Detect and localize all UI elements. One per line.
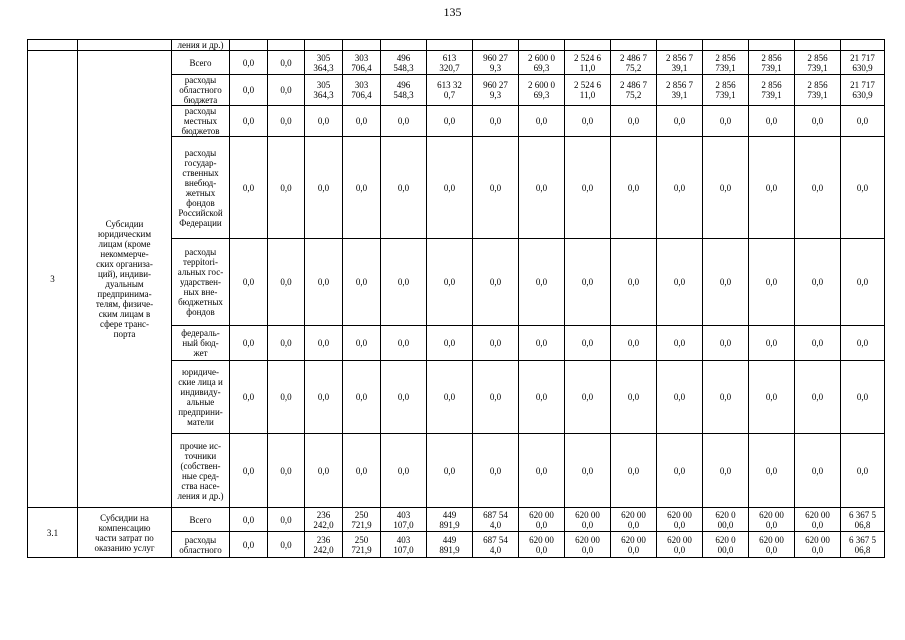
value-cell: 2 600 0 69,3: [519, 75, 565, 106]
value-cell: 0,0: [703, 137, 749, 239]
value-cell: 0,0: [611, 326, 657, 361]
value-cell: 0,0: [703, 326, 749, 361]
value-cell: 305 364,3: [305, 75, 343, 106]
value-cell: 620 00 0,0: [519, 508, 565, 532]
value-cell: 0,0: [343, 137, 381, 239]
value-cell: 0,0: [305, 361, 343, 434]
value-cell: 0,0: [749, 361, 795, 434]
value-cell: 403 107,0: [381, 508, 427, 532]
value-cell: 0,0: [703, 106, 749, 137]
funding-source-cell: расходы государ- ственных внебюд- жетных фондов Российской Федерации: [172, 137, 230, 239]
value-cell: 0,0: [703, 239, 749, 326]
value-cell: 2 856 739,1: [795, 75, 841, 106]
value-cell: [230, 40, 268, 51]
value-cell: 0,0: [230, 532, 268, 558]
value-cell: 496 548,3: [381, 51, 427, 75]
value-cell: 0,0: [473, 106, 519, 137]
value-cell: 0,0: [473, 239, 519, 326]
value-cell: 0,0: [703, 434, 749, 508]
value-cell: 620 00 0,0: [657, 508, 703, 532]
value-cell: [611, 40, 657, 51]
value-cell: 0,0: [268, 532, 305, 558]
value-cell: 0,0: [749, 239, 795, 326]
value-cell: 2 524 6 11,0: [565, 75, 611, 106]
value-cell: 0,0: [519, 361, 565, 434]
table-row: [28, 508, 885, 532]
value-cell: 403 107,0: [381, 532, 427, 558]
value-cell: [427, 40, 473, 51]
value-cell: 620 00 0,0: [611, 532, 657, 558]
value-cell: 0,0: [749, 137, 795, 239]
value-cell: 2 486 7 75,2: [611, 51, 657, 75]
value-cell: 0,0: [268, 239, 305, 326]
value-cell: [343, 40, 381, 51]
row-number-cell: [28, 40, 78, 51]
value-cell: 0,0: [749, 434, 795, 508]
value-cell: 613 32 0,7: [427, 75, 473, 106]
table-row: [28, 40, 885, 51]
value-cell: 620 00 0,0: [519, 532, 565, 558]
value-cell: 0,0: [230, 361, 268, 434]
value-cell: 0,0: [305, 434, 343, 508]
value-cell: 620 00 0,0: [565, 532, 611, 558]
value-cell: 0,0: [268, 137, 305, 239]
funding-source-cell: Всего: [172, 508, 230, 532]
value-cell: 0,0: [841, 361, 885, 434]
value-cell: 2 856 739,1: [795, 51, 841, 75]
value-cell: 613 320,7: [427, 51, 473, 75]
value-cell: 0,0: [268, 75, 305, 106]
value-cell: 0,0: [305, 239, 343, 326]
value-cell: 0,0: [427, 434, 473, 508]
value-cell: [519, 40, 565, 51]
value-cell: 0,0: [427, 326, 473, 361]
funding-source-cell: расходы областного: [172, 532, 230, 558]
value-cell: 2 600 0 69,3: [519, 51, 565, 75]
value-cell: 0,0: [657, 137, 703, 239]
value-cell: 0,0: [611, 361, 657, 434]
value-cell: [305, 40, 343, 51]
value-cell: 0,0: [519, 239, 565, 326]
value-cell: 0,0: [230, 51, 268, 75]
value-cell: 0,0: [657, 434, 703, 508]
value-cell: 449 891,9: [427, 508, 473, 532]
value-cell: 0,0: [230, 239, 268, 326]
value-cell: 0,0: [230, 106, 268, 137]
value-cell: 687 54 4,0: [473, 532, 519, 558]
value-cell: 0,0: [795, 326, 841, 361]
value-cell: 0,0: [381, 106, 427, 137]
value-cell: [381, 40, 427, 51]
funding-source-cell: ления и др.): [172, 40, 230, 51]
value-cell: [703, 40, 749, 51]
budget-table: [27, 39, 885, 558]
value-cell: 0,0: [343, 106, 381, 137]
value-cell: 0,0: [565, 361, 611, 434]
value-cell: 0,0: [611, 434, 657, 508]
value-cell: 0,0: [749, 326, 795, 361]
table-row: [28, 51, 885, 75]
value-cell: [473, 40, 519, 51]
value-cell: 0,0: [343, 239, 381, 326]
row-number-cell: 3: [28, 51, 78, 508]
value-cell: 0,0: [565, 106, 611, 137]
value-cell: 960 27 9,3: [473, 51, 519, 75]
value-cell: 620 00 0,0: [611, 508, 657, 532]
value-cell: 0,0: [519, 137, 565, 239]
value-cell: 2 856 7 39,1: [657, 75, 703, 106]
value-cell: 2 856 739,1: [703, 75, 749, 106]
value-cell: 620 00 0,0: [565, 508, 611, 532]
value-cell: 0,0: [565, 137, 611, 239]
value-cell: 0,0: [343, 326, 381, 361]
value-cell: 0,0: [657, 326, 703, 361]
value-cell: 0,0: [305, 106, 343, 137]
value-cell: 620 00 0,0: [749, 508, 795, 532]
value-cell: 0,0: [841, 106, 885, 137]
value-cell: 0,0: [519, 106, 565, 137]
value-cell: 303 706,4: [343, 51, 381, 75]
value-cell: 0,0: [230, 508, 268, 532]
value-cell: 0,0: [473, 434, 519, 508]
value-cell: 0,0: [473, 361, 519, 434]
value-cell: 0,0: [268, 106, 305, 137]
value-cell: 0,0: [519, 326, 565, 361]
row-number-cell: 3.1: [28, 508, 78, 558]
value-cell: 0,0: [795, 239, 841, 326]
value-cell: 0,0: [565, 434, 611, 508]
value-cell: 0,0: [611, 239, 657, 326]
value-cell: 0,0: [427, 106, 473, 137]
value-cell: 0,0: [230, 137, 268, 239]
funding-source-cell: прочие ис- точники (собствен- ные сред- ства насе- ления и др.): [172, 434, 230, 508]
table-body: [28, 40, 885, 558]
value-cell: 2 486 7 75,2: [611, 75, 657, 106]
value-cell: 0,0: [230, 434, 268, 508]
value-cell: 0,0: [657, 106, 703, 137]
value-cell: 0,0: [230, 326, 268, 361]
funding-source-cell: расходы террitori- альных гос- ударствен- ных вне- бюджетных фондов: [172, 239, 230, 326]
value-cell: 0,0: [565, 239, 611, 326]
value-cell: 0,0: [565, 326, 611, 361]
value-cell: 0,0: [841, 326, 885, 361]
value-cell: 2 856 739,1: [703, 51, 749, 75]
value-cell: [749, 40, 795, 51]
funding-source-cell: расходы местных бюджетов: [172, 106, 230, 137]
value-cell: 0,0: [381, 239, 427, 326]
value-cell: 496 548,3: [381, 75, 427, 106]
value-cell: 0,0: [268, 361, 305, 434]
value-cell: 0,0: [519, 434, 565, 508]
value-cell: 0,0: [381, 361, 427, 434]
value-cell: 0,0: [795, 106, 841, 137]
value-cell: [657, 40, 703, 51]
program-name-cell: Субсидии юридическим лицам (кроме некоммерче- ских организа- ций), индиви- дуальным предпринима- телям, физиче- ским лицам в сфере транс- порта: [78, 51, 172, 508]
value-cell: 0,0: [611, 137, 657, 239]
value-cell: 0,0: [473, 326, 519, 361]
value-cell: 2 856 739,1: [749, 51, 795, 75]
program-name-cell: Субсидии на компенсацию части затрат по оказанию услуг: [78, 508, 172, 558]
value-cell: 2 856 739,1: [749, 75, 795, 106]
value-cell: [268, 40, 305, 51]
value-cell: 236 242,0: [305, 508, 343, 532]
value-cell: 21 717 630,9: [841, 75, 885, 106]
value-cell: [565, 40, 611, 51]
value-cell: 620 0 00,0: [703, 508, 749, 532]
value-cell: 250 721,9: [343, 532, 381, 558]
value-cell: 0,0: [381, 434, 427, 508]
page-number: 135: [443, 5, 462, 19]
value-cell: 0,0: [343, 361, 381, 434]
value-cell: 0,0: [795, 434, 841, 508]
value-cell: 0,0: [795, 361, 841, 434]
value-cell: 0,0: [703, 361, 749, 434]
value-cell: 0,0: [305, 326, 343, 361]
value-cell: 2 856 7 39,1: [657, 51, 703, 75]
value-cell: 0,0: [427, 239, 473, 326]
value-cell: 236 242,0: [305, 532, 343, 558]
value-cell: 620 00 0,0: [795, 532, 841, 558]
value-cell: 305 364,3: [305, 51, 343, 75]
value-cell: 620 0 00,0: [703, 532, 749, 558]
value-cell: 0,0: [268, 326, 305, 361]
value-cell: 620 00 0,0: [795, 508, 841, 532]
value-cell: 0,0: [657, 361, 703, 434]
program-name-cell: [78, 40, 172, 51]
value-cell: 303 706,4: [343, 75, 381, 106]
value-cell: 0,0: [305, 137, 343, 239]
value-cell: 620 00 0,0: [749, 532, 795, 558]
value-cell: 0,0: [427, 361, 473, 434]
value-cell: 250 721,9: [343, 508, 381, 532]
value-cell: 687 54 4,0: [473, 508, 519, 532]
value-cell: 0,0: [795, 137, 841, 239]
value-cell: 0,0: [611, 106, 657, 137]
value-cell: [795, 40, 841, 51]
value-cell: 0,0: [381, 137, 427, 239]
value-cell: 0,0: [841, 137, 885, 239]
value-cell: 2 524 6 11,0: [565, 51, 611, 75]
value-cell: 0,0: [427, 137, 473, 239]
funding-source-cell: федераль- ный бюд- жет: [172, 326, 230, 361]
value-cell: 0,0: [268, 51, 305, 75]
value-cell: [841, 40, 885, 51]
funding-source-cell: юридиче- ские лица и индивиду- альные предприни- матели: [172, 361, 230, 434]
value-cell: 0,0: [343, 434, 381, 508]
value-cell: 6 367 5 06,8: [841, 508, 885, 532]
value-cell: 6 367 5 06,8: [841, 532, 885, 558]
value-cell: 0,0: [657, 239, 703, 326]
value-cell: 0,0: [841, 239, 885, 326]
value-cell: 0,0: [381, 326, 427, 361]
value-cell: 0,0: [749, 106, 795, 137]
value-cell: 21 717 630,9: [841, 51, 885, 75]
value-cell: 0,0: [473, 137, 519, 239]
value-cell: 620 00 0,0: [657, 532, 703, 558]
value-cell: 0,0: [268, 434, 305, 508]
value-cell: 0,0: [268, 508, 305, 532]
value-cell: 960 27 9,3: [473, 75, 519, 106]
value-cell: 0,0: [841, 434, 885, 508]
value-cell: 449 891,9: [427, 532, 473, 558]
funding-source-cell: расходы областного бюджета: [172, 75, 230, 106]
funding-source-cell: Всего: [172, 51, 230, 75]
value-cell: 0,0: [230, 75, 268, 106]
